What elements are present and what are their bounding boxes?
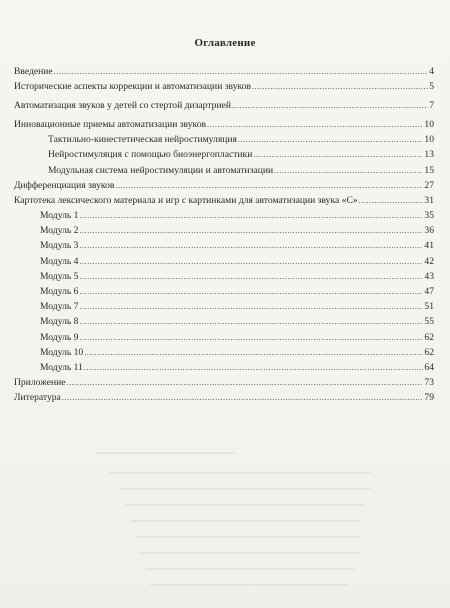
bleed-through-mark: [135, 536, 360, 538]
dot-leader: [359, 195, 424, 207]
toc-entry-page: 64: [424, 361, 434, 373]
toc-entry: [14, 344, 434, 359]
toc-entry-page: 55: [424, 316, 434, 328]
toc-entry: [14, 389, 434, 404]
toc-entry-label: Нейростимуляция с помощью биоэнергопластики: [48, 149, 253, 161]
toc-entry: [14, 222, 434, 237]
bleed-through-mark: [145, 568, 355, 570]
dot-leader: [274, 165, 423, 177]
toc-entry-page: 35: [424, 210, 434, 222]
toc-entry-label: Модуль 7: [40, 301, 79, 313]
dot-leader: [252, 81, 428, 93]
toc-entry-page: 7: [429, 100, 434, 112]
toc-entry: [14, 359, 434, 374]
dot-leader: [54, 66, 429, 78]
toc-entry: [14, 161, 434, 176]
toc-entry-page: 10: [424, 118, 434, 130]
dot-leader: [84, 362, 424, 374]
toc-entry-label: Введение: [14, 66, 53, 78]
toc-entry: [14, 283, 434, 298]
toc-title: Оглавление: [194, 37, 256, 49]
toc-entry-page: 27: [424, 179, 434, 191]
toc-entry: [14, 374, 434, 389]
table-of-contents: [14, 63, 434, 404]
toc-entry: [14, 131, 434, 146]
toc-entry-page: 10: [424, 134, 434, 146]
toc-entry-page: 13: [424, 149, 434, 161]
dot-leader: [238, 134, 423, 146]
toc-entry-page: 31: [424, 194, 434, 206]
toc-entry-label: Модуль 5: [40, 270, 79, 282]
dot-leader: [79, 301, 423, 313]
dot-leader: [232, 100, 428, 112]
bleed-through-mark: [125, 504, 365, 506]
toc-entry-label: Модуль 11: [40, 361, 83, 373]
toc-entry-label: Картотека лексического материала и игр с картинками для автоматизации звука «С»: [14, 194, 358, 206]
dot-leader: [253, 149, 423, 161]
bleed-through-mark: [150, 584, 350, 586]
toc-entry: [14, 268, 434, 283]
bleed-through-mark: [120, 488, 370, 490]
toc-entry: [14, 298, 434, 313]
toc-entry-page: 41: [424, 240, 434, 252]
bleed-through-mark: [140, 552, 360, 554]
toc-entry-page: 42: [424, 255, 434, 267]
toc-entry-label: Модуль 1: [40, 210, 79, 222]
dot-leader: [79, 240, 423, 252]
dot-leader: [67, 377, 424, 389]
bleed-through-mark: [110, 472, 370, 474]
dot-leader: [79, 332, 423, 344]
dot-leader: [79, 271, 423, 283]
toc-entry-label: Модуль 4: [40, 255, 79, 267]
toc-entry-page: 36: [424, 225, 434, 237]
toc-entry-label: Дифференциация звуков: [14, 179, 115, 191]
toc-entry-page: 62: [424, 331, 434, 343]
toc-entry-page: 79: [424, 392, 434, 404]
dot-leader: [79, 210, 423, 222]
toc-entry-label: Литература: [14, 392, 61, 404]
toc-entry-page: 62: [424, 346, 434, 358]
toc-entry-label: Тактильно-кинестетическая нейростимуляция: [48, 134, 237, 146]
toc-entry-label: Модуль 8: [40, 316, 79, 328]
dot-leader: [79, 286, 423, 298]
toc-entry-page: 51: [424, 301, 434, 313]
toc-entry-label: Инновационные приемы автоматизации звуков: [14, 118, 207, 130]
toc-entry-label: Модуль 10: [40, 346, 84, 358]
dot-leader: [79, 256, 423, 268]
toc-entry-page: 43: [424, 270, 434, 282]
toc-entry: [14, 252, 434, 267]
toc-entry-label: Модуль 3: [40, 240, 79, 252]
toc-entry-label: Модуль 6: [40, 286, 79, 297]
dot-leader: [84, 347, 423, 359]
toc-entry-label: Автоматизация звуков у детей со стертой дизартрией: [14, 100, 231, 112]
toc-entry: [14, 328, 434, 343]
toc-entry: [14, 116, 434, 131]
toc-entry: [14, 237, 434, 252]
toc-entry-page: 47: [424, 286, 434, 297]
toc-entry-page: 4: [429, 66, 434, 78]
toc-entry-page: 15: [424, 164, 434, 176]
toc-entry-label: Приложение: [14, 377, 66, 389]
bleed-through-mark: [130, 520, 360, 522]
dot-leader: [79, 316, 423, 328]
dot-leader: [79, 225, 423, 237]
toc-entry: [14, 97, 434, 112]
toc-entry: [14, 192, 434, 207]
toc-entry: [14, 78, 434, 93]
toc-entry-label: Модуль 9: [40, 331, 79, 343]
bleed-through-mark: [95, 452, 235, 454]
dot-leader: [207, 119, 423, 131]
toc-entry: [14, 207, 434, 222]
dot-leader: [62, 392, 424, 404]
toc-entry: [14, 146, 434, 161]
toc-entry-label: Модульная система нейростимуляции и автоматизации: [48, 164, 274, 176]
toc-entry-label: Исторические аспекты коррекции и автоматизации звуков: [14, 81, 252, 93]
toc-entry-label: Модуль 2: [40, 225, 79, 237]
toc-entry: [14, 177, 434, 192]
dot-leader: [115, 180, 423, 192]
toc-entry: [14, 63, 434, 78]
toc-entry: [14, 313, 434, 328]
toc-entry-page: 5: [429, 81, 434, 93]
toc-entry-page: 73: [424, 377, 434, 389]
